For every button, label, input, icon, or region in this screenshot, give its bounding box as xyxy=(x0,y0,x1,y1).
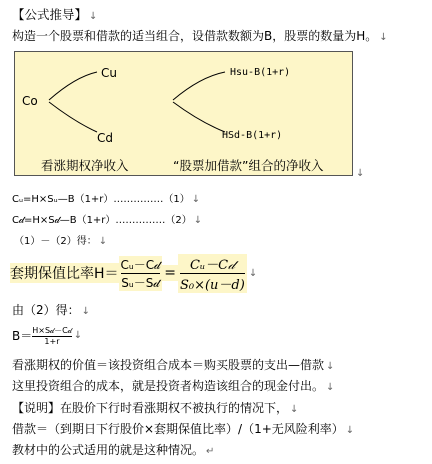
left-up-branch xyxy=(49,72,97,100)
left-caption: 看涨期权净收入 xyxy=(41,158,129,173)
section-title-text: 【公式推导】 xyxy=(12,7,88,22)
node-cd: Cd xyxy=(97,131,113,145)
explanation-text: 教材中的公式适用的就是这种情况。 xyxy=(12,443,205,457)
right-caption: “股票加借款”组合的净收入 xyxy=(173,158,324,173)
equation-1 xyxy=(12,190,200,205)
intro-line: 构造一个股票和借款的适当组合，设借款数额为B，股票的数量为H。 xyxy=(12,29,378,43)
return-mark-icon: ↓ xyxy=(326,382,335,393)
left-down-branch xyxy=(49,102,97,132)
subtract-text: （1）－（2）得： xyxy=(14,236,97,247)
hedge-fraction-2 xyxy=(178,254,247,293)
equation-2 xyxy=(12,211,202,226)
payoff-diagram xyxy=(14,51,353,176)
hedge-ratio-label: 套期保值比率H＝ xyxy=(10,263,119,283)
node-co: Co xyxy=(22,94,38,108)
from-eq2-text: 由（2）得： xyxy=(12,303,80,317)
return-mark-icon: ↓ xyxy=(98,236,108,247)
node-hsu: Hsu-B(1+r) xyxy=(230,67,291,78)
b-fraction-numerator: H×S𝒹－C𝒹 xyxy=(32,325,72,335)
intro-text xyxy=(12,27,388,44)
return-mark-icon: ↓ xyxy=(326,361,335,372)
explanation-line-1 xyxy=(12,356,334,373)
explanation-line-4 xyxy=(12,420,354,437)
explanation-text: 【说明】在股价下行时看涨期权不被执行的情况下， xyxy=(12,401,289,415)
explanation-text: 这里投资组合的成本，就是投资者构造该组合的现金付出。 xyxy=(12,379,325,393)
b-formula xyxy=(12,321,82,349)
explanation-text: 借款＝（到期日下行股价×套期保值比率）/（1+无风险利率） xyxy=(12,422,344,436)
return-mark-icon: ↓ xyxy=(290,404,299,415)
hedge-fraction-1-numerator: Cᵤ－C𝒹 xyxy=(120,257,161,272)
b-fraction xyxy=(32,325,71,346)
return-mark-icon: ↓ xyxy=(248,267,258,279)
subtract-line xyxy=(14,232,107,247)
return-mark-icon: ↓ xyxy=(73,329,83,341)
node-hsd: HSd-B(1+r) xyxy=(222,130,283,141)
explanation-text: 看涨期权的价值＝该投资组合成本＝购买股票的支出—借款 xyxy=(12,358,325,372)
right-up-branch xyxy=(173,72,225,100)
hedge-fraction-1-denominator: Sᵤ－S𝒹 xyxy=(121,275,160,290)
equation-2-text: C𝒹=H×S𝒹—B（1+r）……………（2） xyxy=(12,215,192,226)
return-mark-icon: ↓ xyxy=(191,194,201,205)
return-mark-icon: ↓ xyxy=(345,425,355,436)
hedge-fraction-2-denominator: S₀×(u－d) xyxy=(179,277,245,293)
equals-sign: = xyxy=(164,265,176,281)
return-mark-icon: ↓ xyxy=(81,306,91,317)
return-mark-icon: ↓ xyxy=(356,168,365,179)
b-fraction-denominator: 1+r xyxy=(44,336,60,346)
hedge-fraction-2-numerator: Cᵤ－C𝒹 xyxy=(190,257,235,273)
hedge-fraction-1 xyxy=(119,256,163,291)
explanation-line-5 xyxy=(12,441,214,458)
node-cu: Cu xyxy=(101,66,117,80)
hedge-ratio-formula xyxy=(10,251,257,295)
equation-1-text: Cᵤ=H×Sᵤ—B（1+r）……………（1） xyxy=(12,194,190,205)
return-mark-icon: ↓ xyxy=(89,11,98,22)
return-mark-icon: ↓ xyxy=(379,32,388,43)
right-down-branch xyxy=(173,102,225,132)
explanation-line-2 xyxy=(12,377,334,394)
explanation-line-3 xyxy=(12,399,298,416)
b-formula-label: B＝ xyxy=(12,328,33,343)
return-mark-icon: ↓ xyxy=(193,215,203,226)
from-eq2-line xyxy=(12,301,90,318)
section-title xyxy=(12,5,97,23)
return-mark-icon: ↵ xyxy=(206,446,215,457)
